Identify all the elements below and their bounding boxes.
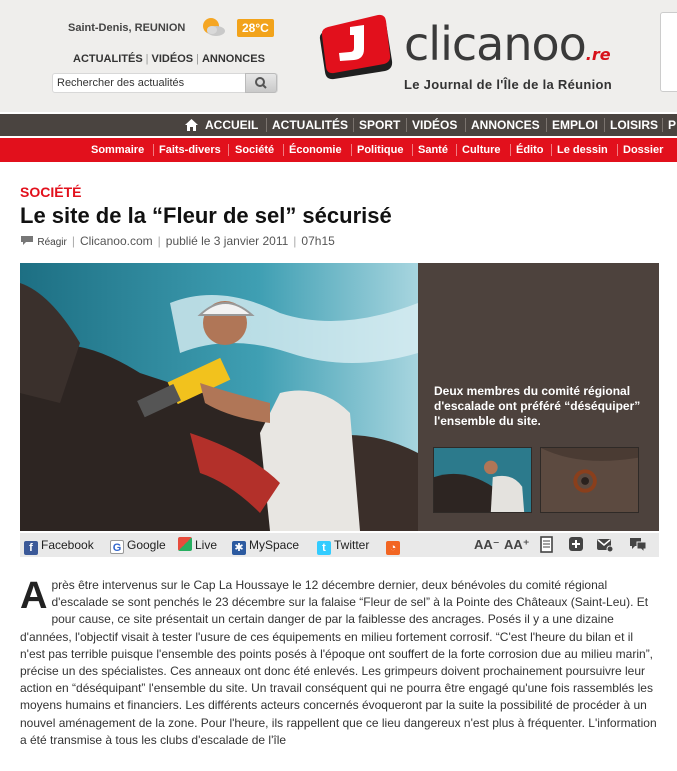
google-icon: G [110,540,124,554]
article-source: Clicanoo.com [79,234,153,248]
share-twitter[interactable]: t Twitter [317,533,369,557]
share-bar [20,533,659,557]
section-dossier[interactable]: Dossier [623,144,664,156]
article-time: 07h15 [301,234,335,248]
comments-icon[interactable] [628,536,648,554]
nav-sport[interactable]: SPORT [359,118,401,132]
search-icon [246,74,276,92]
main-nav [0,114,677,136]
top-nav-actualites[interactable]: ACTUALITÉS [73,53,143,65]
logo-icon[interactable] [318,13,396,81]
weather-city: Saint-Denis, REUNION [68,22,186,34]
rss-icon: ◔ [386,541,400,555]
top-nav-annonces[interactable]: ANNONCES [201,53,265,65]
search-input[interactable] [57,74,243,92]
logo-tagline: Le Journal de l'Île de la Réunion [404,77,613,92]
article-meta: Réagir | Clicanoo.com | publié le 3 janvier 2011 | 07h15 [20,234,335,248]
side-widget[interactable] [660,12,677,92]
section-sante[interactable]: Santé [418,144,448,156]
print-icon[interactable] [540,536,554,554]
add-icon[interactable] [568,536,584,554]
article-body [20,577,657,749]
logo-name: clicanoo [404,17,586,71]
thumbnail-2[interactable] [540,447,639,513]
site-header [0,0,677,112]
article-date: publié le 3 janvier 2011 [165,234,289,248]
font-decrease-button[interactable]: AA⁻ [474,537,500,552]
nav-actualites[interactable]: ACTUALITÉS [272,118,348,132]
search-box [52,73,278,93]
article-text: près être intervenus sur le Cap La Houssaye le 12 décembre dernier, deux bénévoles du comité régional d'escalade se sont penchés le 23 décembre sur la falaise “Fleur de sel” à la Pointe des Châteaux (Saint-Leu). Et pour cause, ce site présentait un certain danger de par la faiblesse des ancrages. Posés il y a une dizaine d'années, l'objectif visait à tester l'usure de ces équipements en milieu fortement corrosif. “C'est l'heure du bilan et il n'est pas terrible puisque l'ensemble des points posés à l'époque ont souffert de la forte corrosion due au milieu marin”, précise un des spécialistes. Ces anneaux ont donc été enlevés. Les grimpeurs doivent prochainement poursuivre leur action en “déséquipant” l'ensemble du site. Un travail conséquent qui ne pourra être engagé qu'une fois rassemblés les moyens humains et financiers. Les différents acteurs concernés évoqueront par la suite la possibilité de procéder à un nouvel aménagement de la zone. Pour l'heure, ils rappellent que ce lieu dangereux n'est plus à fréquenter. L'information a été transmise à tous les clubs d'escalade de l'île [20,578,657,747]
section-culture[interactable]: Culture [462,144,501,156]
nav-emploi[interactable]: EMPLOI [552,118,599,132]
article-title: Le site de la “Fleur de sel” sécurisé [20,203,392,228]
section-economie[interactable]: Économie [289,144,342,156]
rss-button[interactable] [386,533,403,557]
share-myspace[interactable]: ✱ MySpace [232,533,299,557]
top-nav: ACTUALITÉS | VIDÉOS | ANNONCES [73,53,265,65]
section-societe[interactable]: Société [235,144,275,156]
media-block [20,263,659,531]
react-link[interactable]: Réagir [37,237,67,248]
nav-videos[interactable]: VIDÉOS [412,118,458,132]
top-nav-videos[interactable]: VIDÉOS [151,53,194,65]
comment-icon[interactable] [20,235,34,246]
share-live[interactable]: Live [178,533,217,557]
section-faits-divers[interactable]: Faits-divers [159,144,221,156]
section-sommaire[interactable]: Sommaire [91,144,145,156]
sun-cloud-icon [200,15,226,39]
live-icon [178,537,192,551]
logo-wordmark[interactable] [404,17,611,82]
facebook-icon: f [24,541,38,555]
photo-caption: Deux membres du comité régional d'escalade ont préféré “déséquiper” l'ensemble du site. [434,384,641,428]
thumbnail-1[interactable] [433,447,532,513]
article-category[interactable]: SOCIÉTÉ [20,184,82,200]
section-edito[interactable]: Édito [516,144,544,156]
logo-suffix: .re [585,45,611,64]
main-photo[interactable] [20,263,418,531]
home-icon[interactable] [184,118,199,132]
nav-accueil[interactable]: ACCUEIL [205,118,259,132]
share-facebook[interactable]: f Facebook [24,533,94,557]
section-nav [0,138,677,162]
twitter-icon: t [317,541,331,555]
weather-temperature: 28°C [237,19,274,37]
section-politique[interactable]: Politique [357,144,404,156]
nav-loisirs[interactable]: LOISIRS [610,118,659,132]
drop-cap: A [20,575,48,617]
email-icon[interactable] [596,536,614,554]
myspace-icon: ✱ [232,541,246,555]
search-button[interactable] [245,73,277,93]
nav-more[interactable]: P [668,118,677,132]
font-increase-button[interactable]: AA⁺ [504,537,530,552]
share-google[interactable]: G Google [110,533,166,557]
nav-annonces[interactable]: ANNONCES [471,118,540,132]
section-le-dessin[interactable]: Le dessin [557,144,608,156]
